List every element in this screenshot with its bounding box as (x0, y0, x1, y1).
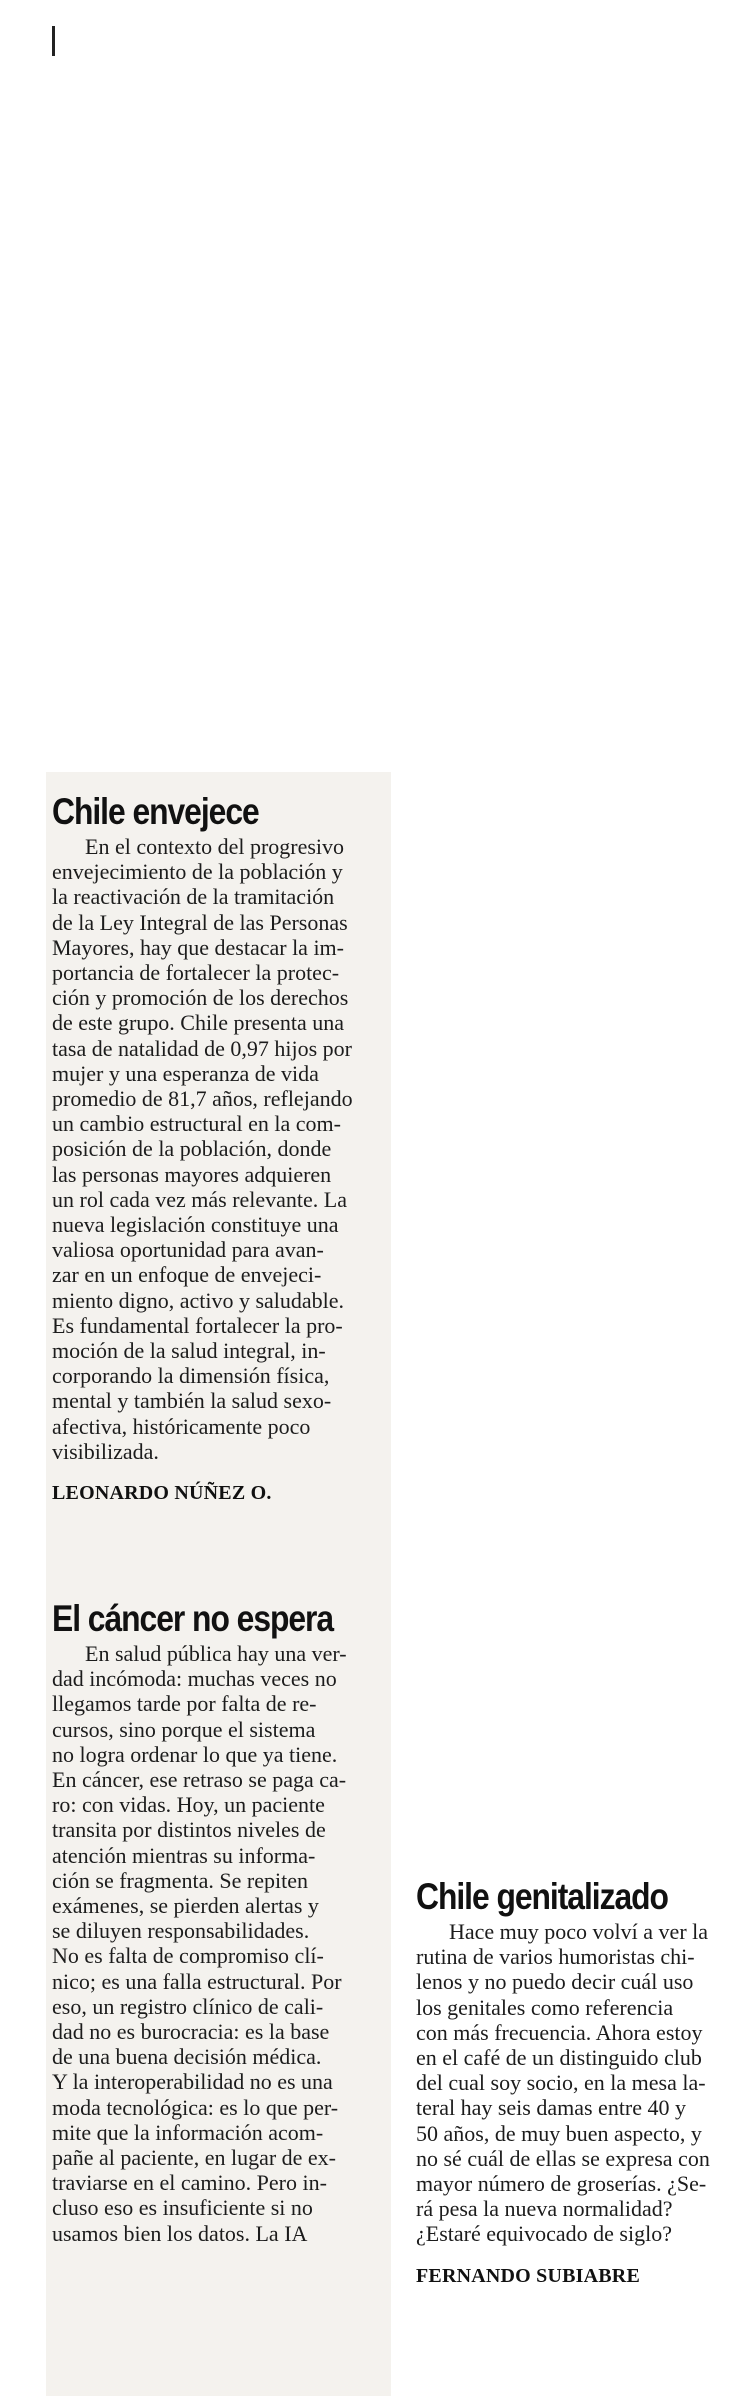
text-line: de este grupo. Chile presenta una (52, 1010, 345, 1036)
text-line: de una buena decisión médica. (52, 2044, 322, 2070)
text-line: un cambio estructural en la com- (52, 1111, 341, 1137)
text-line: los genitales como referencia (416, 1994, 674, 2020)
text-line: con más frecuencia. Ahora estoy (416, 2019, 703, 2045)
text-line: lenos y no puedo decir cuál uso (416, 1969, 694, 1995)
text-line: traviarse en el camino. Pero in- (52, 2170, 327, 2196)
text-line: usamos bien los datos. La IA (52, 2220, 308, 2246)
text-line: moda tecnológica: es lo que per- (52, 2094, 339, 2120)
text-line: teral hay seis damas entre 40 y (416, 2095, 687, 2121)
letter-title: El cáncer no espera (52, 1598, 334, 1639)
letters-column-left (46, 772, 391, 2396)
text-line: En el contexto del progresivo (52, 834, 345, 859)
text-line: no logra ordenar lo que ya tiene. (52, 1741, 338, 1767)
text-line: En cáncer, ese retraso se paga ca- (52, 1767, 347, 1793)
text-line: mental y también la salud sexo- (52, 1388, 332, 1414)
text-line: atención mientras su informa- (52, 1842, 316, 1868)
letter-title: Chile envejece (52, 791, 259, 832)
text-line: posición de la población, donde (52, 1136, 332, 1162)
letter-author: FERNANDO SUBIABRE (416, 2264, 640, 2287)
text-line: exámenes, se pierden alertas y (52, 1893, 319, 1919)
text-line: mayor número de groserías. ¿Se- (416, 2171, 707, 2197)
text-line: tasa de natalidad de 0,97 hijos por (52, 1035, 352, 1061)
text-line: En salud pública hay una ver- (52, 1641, 347, 1666)
text-line: envejecimiento de la población y (52, 859, 343, 885)
text-line: nico; es una falla estructural. Por (52, 1968, 342, 1994)
text-line: portancia de fortalecer la protec- (52, 960, 340, 986)
text-line: visibilizada. (52, 1438, 159, 1464)
text-line: Mayores, hay que destacar la im- (52, 934, 344, 960)
text-line: miento digno, activo y saludable. (52, 1287, 345, 1313)
text-line: ción se fragmenta. Se repiten (52, 1867, 308, 1893)
text-line: ción y promoción de los derechos (52, 985, 349, 1011)
text-line: corporando la dimensión física, (52, 1363, 330, 1389)
text-line: zar en un enfoque de envejeci- (52, 1262, 322, 1288)
text-line: se diluyen responsabilidades. (52, 1918, 310, 1944)
text-line: transita por distintos niveles de (52, 1817, 326, 1843)
text-line: Es fundamental fortalecer la pro- (52, 1312, 343, 1338)
text-line: la reactivación de la tramitación (52, 884, 335, 910)
text-line: valiosa oportunidad para avan- (52, 1237, 324, 1263)
text-line: pañe al paciente, en lugar de ex- (52, 2145, 337, 2171)
text-line: del cual soy socio, en la mesa la- (416, 2070, 706, 2096)
text-line: Y la interoperabilidad no es una (52, 2069, 333, 2095)
letter-el-cancer-no-espera (46, 1597, 391, 2246)
text-line: ¿Estaré equivocado de siglo? (416, 2221, 672, 2247)
text-line: nueva legislación constituye una (52, 1212, 339, 1238)
text-line: mite que la información acom- (52, 2119, 324, 2145)
text-line: eso, un registro clínico de cali- (52, 1993, 324, 2019)
text-line: las personas mayores adquieren (52, 1161, 332, 1187)
cursor-mark (52, 26, 55, 56)
text-line: 50 años, de muy buen aspecto, y (416, 2120, 702, 2146)
text-line: Hace muy poco volví a ver la (416, 1919, 709, 1944)
letter-body (46, 834, 391, 1464)
letter-title: Chile genitalizado (416, 1876, 668, 1917)
letter-body (46, 1641, 391, 2246)
letter-chile-envejece (46, 790, 391, 1505)
text-line: promedio de 81,7 años, reflejando (52, 1086, 353, 1112)
text-line: No es falta de compromiso clí- (52, 1943, 324, 1969)
text-line: afectiva, históricamente poco (52, 1413, 311, 1439)
text-line: un rol cada vez más relevante. La (52, 1186, 348, 1212)
text-line: rutina de varios humoristas chi- (416, 1944, 695, 1970)
text-line: cursos, sino porque el sistema (52, 1716, 316, 1742)
text-line: moción de la salud integral, in- (52, 1338, 326, 1364)
text-line: ro: con vidas. Hoy, un paciente (52, 1792, 325, 1818)
text-line: rá pesa la nueva normalidad? (416, 2196, 673, 2222)
letter-chile-genitalizado (410, 1875, 746, 2288)
text-line: dad incómoda: muchas veces no (52, 1666, 337, 1692)
text-line: llegamos tarde por falta de re- (52, 1691, 317, 1717)
text-line: no sé cuál de ellas se expresa con (416, 2145, 710, 2171)
letter-author: LEONARDO NÚÑEZ O. (52, 1482, 272, 1505)
text-line: en el café de un distinguido club (416, 2045, 702, 2071)
text-line: mujer y una esperanza de vida (52, 1060, 319, 1086)
text-line: de la Ley Integral de las Personas (52, 909, 348, 935)
text-line: dad no es burocracia: es la base (52, 2019, 330, 2045)
letters-column-right (410, 1875, 746, 2396)
letter-body (410, 1919, 746, 2247)
text-line: cluso eso es insuficiente si no (52, 2195, 313, 2221)
